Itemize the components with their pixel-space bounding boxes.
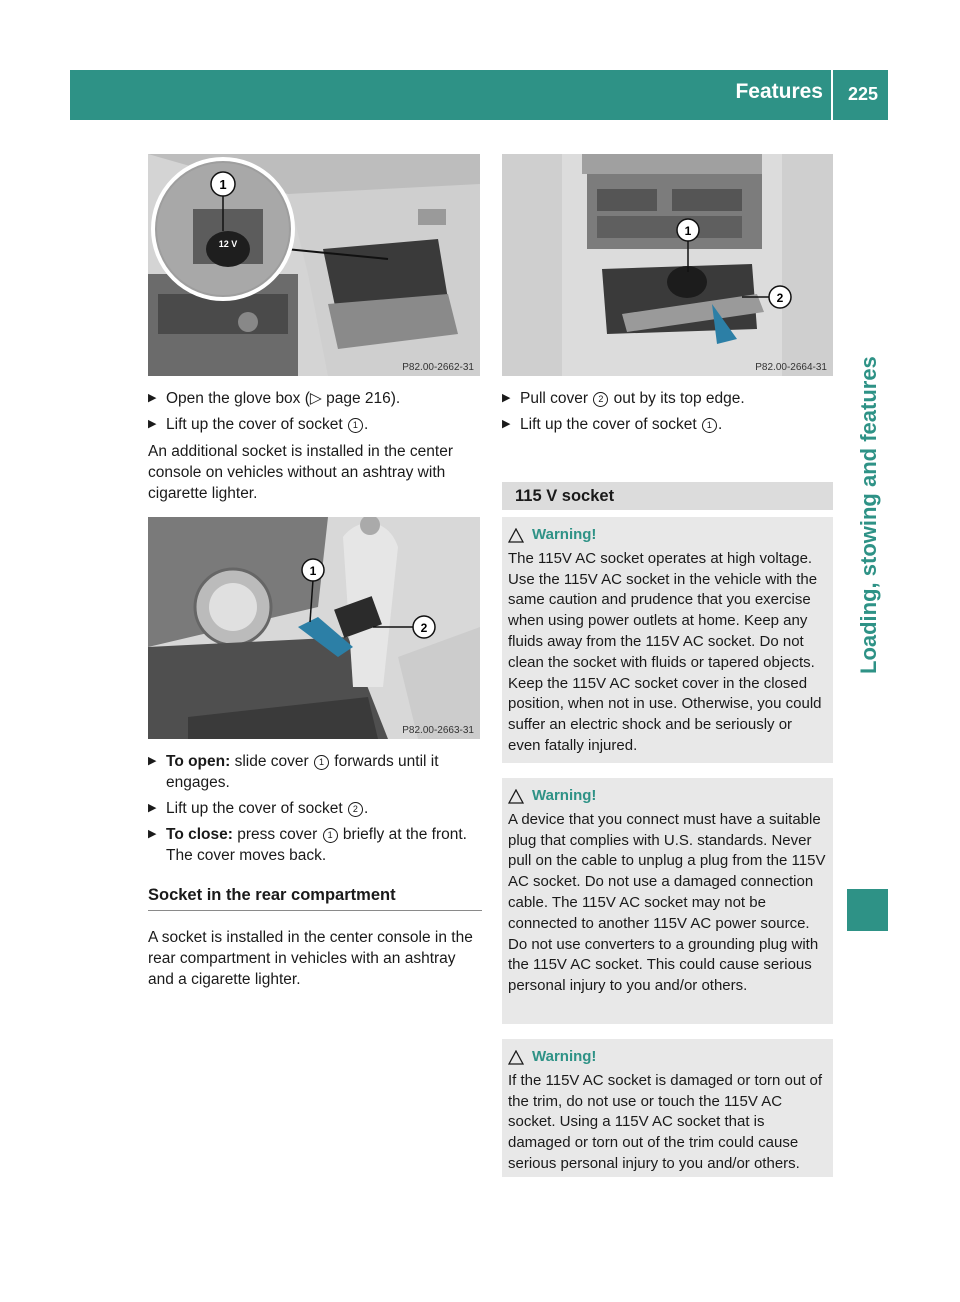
warning-body: The 115V AC socket operates at high voltage. Use the 115V AC socket in the vehicle with the same caution and prudence that you exercise when using power outlets at home. Keep any fluids away from the 115V AC socket. Do not clean the socket with fluids or tapered objects. Keep the 115V AC socket cover in the closed position, when not in use. Otherwise, you could suffer an electric shock and be seriously or even fatally injured. (508, 549, 822, 754)
step-item (502, 414, 833, 435)
step-arrow-icon: ▶ (148, 392, 157, 404)
step-arrow-icon: ▶ (148, 802, 157, 814)
callout-2: 2 (420, 621, 428, 635)
left-instructions-2 (148, 751, 482, 990)
rear-compartment-illustration (502, 154, 833, 376)
warning-box (502, 517, 833, 763)
photo-center-console (148, 517, 480, 739)
callout-1: 1 (314, 755, 329, 770)
step-text: Lift up the cover of socket 2 . (166, 800, 369, 817)
photo-glove-box (148, 154, 480, 376)
callout-2: 2 (776, 291, 784, 305)
warning-box (502, 1039, 833, 1177)
center-console-illustration (148, 517, 480, 739)
step-item (502, 388, 833, 409)
step-arrow-icon: ▶ (148, 828, 157, 840)
section-title: 115 V socket (515, 487, 615, 505)
side-tab-block (847, 889, 888, 931)
warning-body: A device that you connect must have a suitable plug that complies with U.S. standards. Never pull on the cable to unplug a plug from the 115V AC socket. Do not use a damaged connection cable. The 115V AC socket may not be connected to another 115V AC power source. Do not use converters to a grounding plug with the 115V AC socket. This could cause serious personal injury to you and/or others. (508, 810, 826, 995)
photo-code: P82.00-2662-31 (402, 362, 474, 373)
step-text: Lift up the cover of socket 1 . (520, 416, 723, 433)
warning-title-text: Warning! (532, 526, 597, 543)
callout-2: 2 (348, 802, 363, 817)
header-divider (831, 70, 833, 120)
callout-1: 1 (702, 418, 717, 433)
warning-title (508, 525, 827, 546)
step-arrow-icon: ▶ (502, 392, 511, 404)
step-item (148, 751, 482, 793)
callout-1: 1 (219, 177, 227, 192)
warning-triangle-icon (508, 789, 524, 804)
info-paragraph: An additional socket is installed in the center console on vehicles without an ashtray with cigarette lighter. (148, 443, 454, 502)
callout-1: 1 (309, 564, 317, 578)
step-item (148, 798, 482, 819)
right-instructions (502, 388, 833, 440)
photo-rear-compartment (502, 154, 833, 376)
warning-triangle-icon (508, 1050, 524, 1065)
step-arrow-icon: ▶ (502, 418, 511, 430)
step-text: Open the glove box (▷ page 216). (166, 390, 401, 407)
step-text: Pull cover 2 out by its top edge. (520, 390, 745, 407)
socket-label-12v: 12 V (218, 239, 238, 249)
step-text: To close: press cover 1 briefly at the front. The cover moves back. (166, 826, 467, 864)
warning-title-text: Warning! (532, 1048, 597, 1065)
step-item (148, 388, 482, 409)
photo-code: P82.00-2663-31 (402, 725, 474, 736)
step-text: Lift up the cover of socket 1 . (166, 416, 369, 433)
step-item (148, 414, 482, 435)
step-note: The cover moves back. (166, 847, 327, 864)
warning-triangle-icon (508, 528, 524, 543)
callout-1: 1 (323, 828, 338, 843)
warning-title (508, 786, 827, 807)
page-number: 225 (847, 84, 879, 104)
subsection-heading: Socket in the rear compartment (148, 885, 482, 911)
warning-body: If the 115V AC socket is damaged or torn out of the trim, do not use or touch the 115V AC socket. Using a 115V AC socket that is damaged or torn out of the trim could cause serious personal injury to you and/or others. (508, 1071, 823, 1172)
page-section-title: Features (735, 80, 823, 103)
left-instructions-1 (148, 388, 482, 504)
step-arrow-icon: ▶ (148, 755, 157, 767)
info-paragraph: A socket is installed in the center console in the rear compartment in vehicles with an ashtray and a cigarette lighter. (148, 929, 473, 988)
step-arrow-icon: ▶ (148, 418, 157, 430)
callout-2: 2 (593, 392, 608, 407)
warning-title-text: Warning! (532, 787, 597, 804)
step-text: To open: slide cover 1 forwards until it engages. (166, 753, 439, 791)
step-item (148, 824, 482, 866)
callout-1: 1 (348, 418, 363, 433)
photo-code: P82.00-2664-31 (755, 362, 827, 373)
section-heading-115v (502, 482, 833, 510)
warning-title (508, 1047, 827, 1068)
glove-box-illustration (148, 154, 480, 376)
side-tab-label: Loading, stowing and features (856, 356, 881, 674)
callout-1: 1 (684, 224, 692, 238)
warning-box (502, 778, 833, 1024)
